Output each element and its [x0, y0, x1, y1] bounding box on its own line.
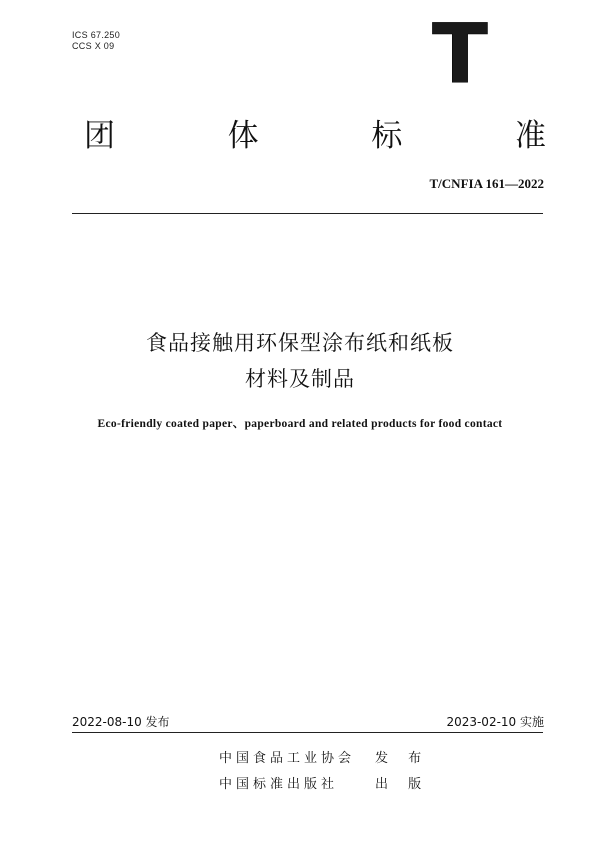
header-divider — [72, 213, 543, 214]
publisher-row — [219, 750, 430, 768]
english-title: Eco-friendly coated paper、paperboard and related products for food contact — [97, 418, 503, 430]
ics-code: ICS 67.250 — [72, 30, 121, 40]
classification-codes — [72, 30, 120, 52]
publisher-action: 出 版 — [375, 777, 430, 792]
standard-number: T/CNFIA 161—2022 — [429, 176, 544, 191]
category-char: 标 — [371, 118, 403, 154]
category-char: 体 — [227, 118, 259, 154]
publisher-org: 中国标准出版社 — [219, 777, 339, 792]
publisher-row — [219, 776, 430, 794]
standard-type-mark: T — [432, 7, 488, 102]
category-char: 准 — [514, 118, 546, 154]
publisher-org: 中国食品工业协会 — [219, 751, 356, 766]
category-char: 团 — [84, 118, 115, 154]
footer-divider — [72, 732, 543, 733]
title-line-1: 食品接触用环保型涂布纸和纸板 — [146, 331, 454, 355]
ccs-code: CCS X 09 — [72, 41, 115, 51]
issue-date: 2022-08-10 发布 — [72, 715, 170, 729]
title-line-2: 材料及制品 — [245, 367, 355, 391]
implement-date: 2023-02-10 实施 — [446, 715, 544, 729]
publisher-action: 发 布 — [375, 751, 430, 766]
standard-category — [84, 116, 546, 156]
